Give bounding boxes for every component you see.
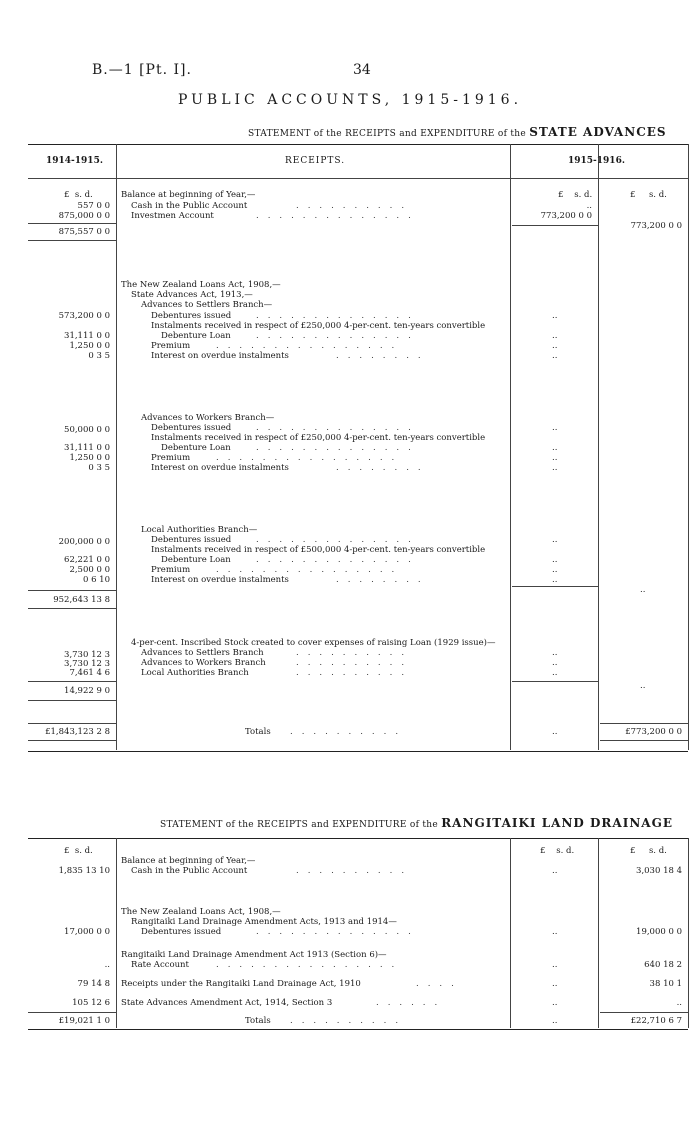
amount-1914: 200,000 0 0 xyxy=(58,537,110,547)
line-interest: Interest on overdue instalments xyxy=(151,463,289,473)
col-receipts: RECEIPTS. xyxy=(285,156,346,166)
amount-1914: 573,200 0 0 xyxy=(58,311,110,321)
amount-1914: 79 14 8 xyxy=(77,979,110,989)
amount-1914: 0 3 5 xyxy=(88,351,110,361)
amount-1914: 3,730 12 3 xyxy=(64,659,110,669)
amount-1914: 1,835 13 10 xyxy=(58,866,110,876)
line-investment: Investmen Account xyxy=(131,211,214,221)
line-stock-local: Local Authorities Branch xyxy=(141,668,249,678)
amount-1914: 50,000 0 0 xyxy=(64,425,110,435)
amount-1914: .. xyxy=(104,960,110,970)
line-amendment-act: Rangitaiki Land Drainage Amendment Act 1913 (Section 6)— xyxy=(121,950,387,960)
line-inscribed-stock: 4-per-cent. Inscribed Stock created to cover expenses of raising Loan (1929 issue)— xyxy=(131,638,496,648)
amount-1915: 19,000 0 0 xyxy=(636,927,682,937)
page-number: 34 xyxy=(353,62,371,78)
lsd-header-right: £ s. d. xyxy=(630,190,667,200)
amount-investment-inner: 773,200 0 0 xyxy=(540,211,592,221)
amount-1914-subtotal: 952,643 13 8 xyxy=(53,595,110,605)
line-stock-workers: Advances to Workers Branch xyxy=(141,658,266,668)
total-1915: £773,200 0 0 xyxy=(625,727,682,737)
totals-label: Totals xyxy=(245,727,271,737)
line-premium: Premium xyxy=(151,341,191,351)
line-debentures: Debentures issued xyxy=(151,535,232,545)
lsd-header-left: £ s. d. xyxy=(64,190,93,200)
line-rangitaiki-acts: Rangitaiki Land Drainage Amendment Acts, 1913 and 1914— xyxy=(131,917,397,927)
line-instalments: Instalments received in respect of £250,000 4-per-cent. ten-years convertible xyxy=(151,321,486,331)
amount-1915: 3,030 18 4 xyxy=(636,866,682,876)
line-instalments: Instalments received in respect of £500,000 4-per-cent. ten-years convertible xyxy=(151,545,486,555)
amount-1914: 3,730 12 3 xyxy=(64,650,110,660)
total-1915: £22,710 6 7 xyxy=(630,1016,682,1026)
total-1914: £19,021 1 0 xyxy=(58,1016,110,1026)
line-cash: Cash in the Public Account xyxy=(131,201,248,211)
amount-1915: .. xyxy=(676,998,682,1008)
amount-1914: 62,221 0 0 xyxy=(64,555,110,565)
line-settlers-branch: Advances to Settlers Branch— xyxy=(141,300,273,310)
amount-balance-1915: 773,200 0 0 xyxy=(630,221,682,231)
line-workers-branch: Advances to Workers Branch— xyxy=(141,413,275,423)
amount-1915: 38 10 1 xyxy=(649,979,682,989)
line-instalments: Instalments received in respect of £250,000 4-per-cent. ten-years convertible xyxy=(151,433,486,443)
totals-label: Totals xyxy=(245,1016,271,1026)
col-1914-1915: 1914-1915. xyxy=(46,156,103,166)
amount-1914: 1,250 0 0 xyxy=(69,453,110,463)
line-debentures: Debentures issued xyxy=(151,423,232,433)
line-balance: Balance at beginning of Year,— xyxy=(121,190,256,200)
line-loans-act: The New Zealand Loans Act, 1908,— xyxy=(121,280,281,290)
line-interest: Interest on overdue instalments xyxy=(151,575,289,585)
amount-1914: 105 12 6 xyxy=(72,998,110,1008)
total-1914: £1,843,123 2 8 xyxy=(45,727,110,737)
amount-cash-inner: .. xyxy=(586,201,592,211)
amount-1914: 875,000 0 0 xyxy=(58,211,110,221)
statement1-heading: STATEMENT of the RECEIPTS and EXPENDITURE of the STATE ADVANCES xyxy=(248,125,667,139)
line-debentures: Debentures issued xyxy=(151,311,232,321)
lsd-header-left: £ s. d. xyxy=(64,846,93,856)
lsd-header-right: £ s. d. xyxy=(630,846,667,856)
lsd-header-mid: £ s. d. xyxy=(540,846,575,856)
line-premium: Premium xyxy=(151,453,191,463)
line-balance: Balance at beginning of Year,— xyxy=(121,856,256,866)
amount-1914: 31,111 0 0 xyxy=(64,443,110,453)
page-title: PUBLIC ACCOUNTS, 1915-1916. xyxy=(177,92,523,108)
amount-1915: 640 18 2 xyxy=(644,960,682,970)
line-receipts-rangitaiki: Receipts under the Rangitaiki Land Drainage Act, 1910 xyxy=(121,979,361,989)
amount-1914: 2,500 0 0 xyxy=(69,565,110,575)
line-debentures: Debentures issued xyxy=(141,927,222,937)
lsd-header-mid: £ s. d. xyxy=(558,190,593,200)
amount-1914: 17,000 0 0 xyxy=(64,927,110,937)
document-reference: B.—1 [Pt. I]. xyxy=(92,62,192,78)
line-state-advances-amendment: State Advances Amendment Act, 1914, Section 3 xyxy=(121,998,333,1008)
line-debenture-loan: Debenture Loan xyxy=(161,331,231,341)
line-debenture-loan: Debenture Loan xyxy=(161,443,231,453)
amount-1914: 1,250 0 0 xyxy=(69,341,110,351)
amount-1914-subtotal: 14,922 9 0 xyxy=(64,686,110,696)
line-local-branch: Local Authorities Branch— xyxy=(141,525,258,535)
line-rate-account: Rate Account xyxy=(131,960,189,970)
line-state-advances-act: State Advances Act, 1913,— xyxy=(131,290,253,300)
line-loans-act: The New Zealand Loans Act, 1908,— xyxy=(121,907,281,917)
line-debenture-loan: Debenture Loan xyxy=(161,555,231,565)
amount-1914: 31,111 0 0 xyxy=(64,331,110,341)
amount-1914: 7,461 4 6 xyxy=(69,668,110,678)
line-interest: Interest on overdue instalments xyxy=(151,351,289,361)
col-1915-1916: 1915-1916. xyxy=(568,156,625,166)
statement2-heading: STATEMENT of the RECEIPTS and EXPENDITURE of the RANGITAIKI LAND DRAINAGE xyxy=(160,816,673,830)
amount-1914: 0 6 10 xyxy=(82,575,110,585)
line-premium: Premium xyxy=(151,565,191,575)
line-cash: Cash in the Public Account xyxy=(131,866,248,876)
amount-1914: 557 0 0 xyxy=(77,201,110,211)
amount-1914: 0 3 5 xyxy=(88,463,110,473)
line-stock-settlers: Advances to Settlers Branch xyxy=(141,648,264,658)
amount-1914-subtotal: 875,557 0 0 xyxy=(58,227,110,237)
